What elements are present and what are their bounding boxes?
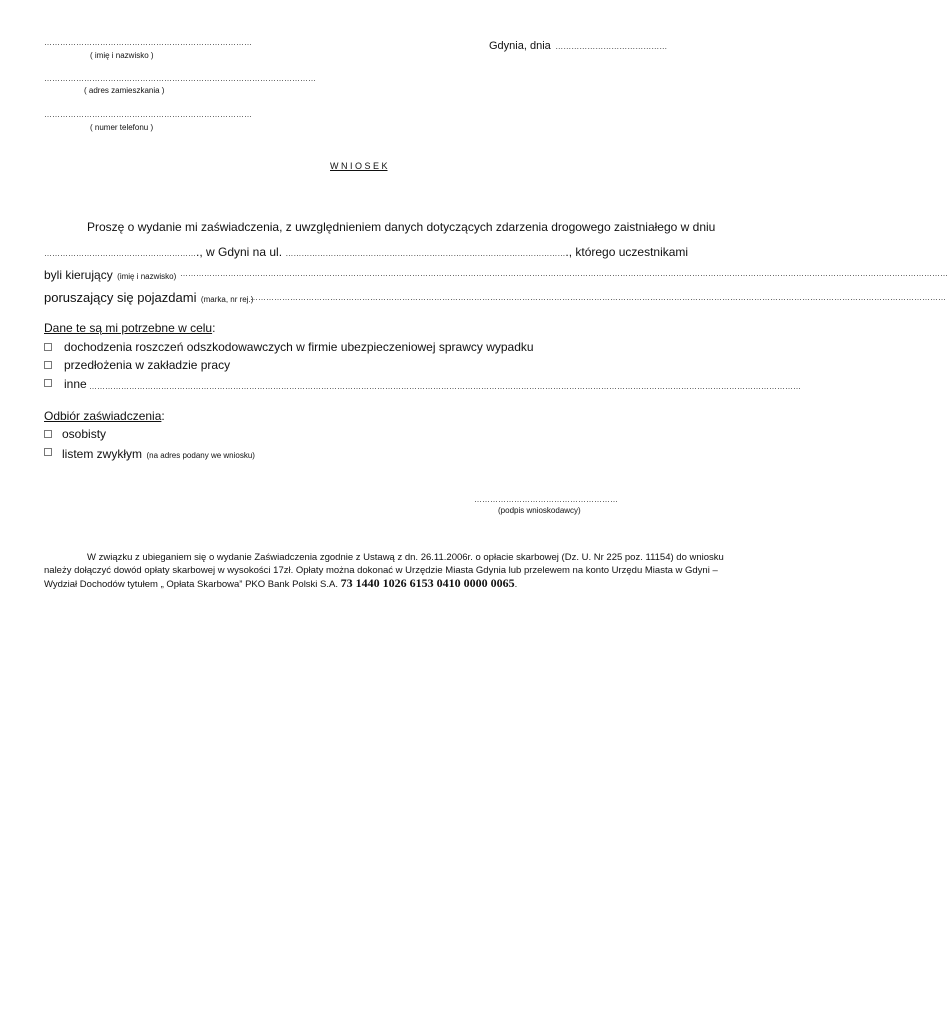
place-date-label: Gdynia, dnia	[489, 40, 551, 52]
purpose-heading-text: Dane te są mi potrzebne w celu	[44, 321, 213, 335]
vehicles-label: poruszający się pojazdami	[44, 290, 197, 305]
signature-line[interactable]: ………………………………………………	[474, 495, 618, 504]
pickup-label-personal: osobisty	[62, 427, 107, 441]
name-line[interactable]: ……………………………………………………………………	[44, 38, 252, 47]
pickup-mail-line	[62, 445, 255, 463]
date-field[interactable]: ……………………………………	[555, 42, 668, 51]
phone-line[interactable]: ……………………………………………………………………	[44, 110, 252, 119]
pickup-heading	[44, 409, 165, 423]
pickup-hint-mail: (na adres podany we wniosku)	[146, 451, 255, 460]
purpose-other-field[interactable]: ……………………………………………………………………………………………………………………………………………………………………………………………………………………………………………	[89, 382, 801, 391]
address-line[interactable]: …………………………………………………………………………………………	[44, 74, 316, 83]
pickup-heading-text: Odbiór zaświadczenia	[44, 409, 162, 423]
name-caption: ( imię i nazwisko )	[90, 51, 154, 60]
pickup-checkbox-personal[interactable]	[44, 430, 52, 438]
pickup-checkbox-mail[interactable]	[44, 448, 52, 456]
place-date	[489, 36, 667, 54]
drivers-label: byli kierujący	[44, 268, 113, 282]
street-prefix: ., w Gdyni na ul.	[196, 245, 286, 259]
drivers-line	[44, 266, 176, 284]
signature-caption: (podpis wnioskodawcy)	[498, 506, 581, 515]
purpose-heading	[44, 321, 215, 335]
notice-line-1: W związku z ubieganiem się o wydanie Zaświadczenia zgodnie z Ustawą z dn. 26.11.2006r. o opłacie skarbowej (Dz. U. Nr 225 poz. 11154) do wniosku	[87, 552, 724, 563]
pickup-label-mail: listem zwykłym	[62, 447, 142, 461]
phone-caption: ( numer telefonu )	[90, 123, 154, 132]
notice-line-3-text: Wydział Dochodów tytułem „ Opłata Skarbowa” PKO Bank Polski S.A.	[44, 579, 339, 590]
participants-suffix: ., którego uczestnikami	[565, 245, 689, 259]
purpose-heading-colon: :	[212, 321, 216, 335]
notice-line-2: należy dołączyć dowód opłaty skarbowej w wysokości 17zł. Opłaty można dokonać w Urzędzie Miasta Gdynia lub przelewem na konto Urzędu Miasta w Gdyni –	[44, 565, 718, 576]
vehicles-field[interactable]: ………………………………………………………………………………………………………………………………………………………………………………………………………………………………………	[250, 293, 946, 302]
notice-end: .	[514, 579, 518, 590]
notice-line-3	[44, 577, 517, 591]
drivers-field[interactable]: ………………………………………………………………………………………………………………………………………………………………………………………………………………………………………………………………	[180, 269, 948, 278]
vehicles-line	[44, 289, 253, 307]
vehicles-hint: (marka, nr rej.)	[200, 295, 254, 304]
incident-date-field[interactable]: …………………………………………………	[44, 249, 196, 258]
drivers-hint: (imię i nazwisko)	[117, 272, 177, 281]
purpose-label-claims: dochodzenia roszczeń odszkodowawczych w firmie ubezpieczeniowej sprawcy wypadku	[64, 340, 534, 354]
address-caption: ( adres zamieszkania )	[84, 86, 165, 95]
purpose-checkbox-other[interactable]	[44, 379, 52, 387]
purpose-checkbox-workplace[interactable]	[44, 361, 52, 369]
request-line-2	[44, 243, 689, 261]
request-line-1: Proszę o wydanie mi zaświadczenia, z uwzględnieniem danych dotyczących zdarzenia drogowego zaistniałego w dniu	[87, 220, 716, 234]
bank-account-number: 73 1440 1026 6153 0410 0000 0065	[340, 576, 515, 590]
street-field[interactable]: ……………………………………………………………………………………………	[285, 249, 566, 258]
document-title: W N I O S E K	[330, 161, 388, 171]
pickup-heading-colon: :	[161, 409, 165, 423]
purpose-label-workplace: przedłożenia w zakładzie pracy	[64, 358, 231, 372]
purpose-checkbox-claims[interactable]	[44, 343, 52, 351]
purpose-label-other: inne	[64, 377, 87, 391]
